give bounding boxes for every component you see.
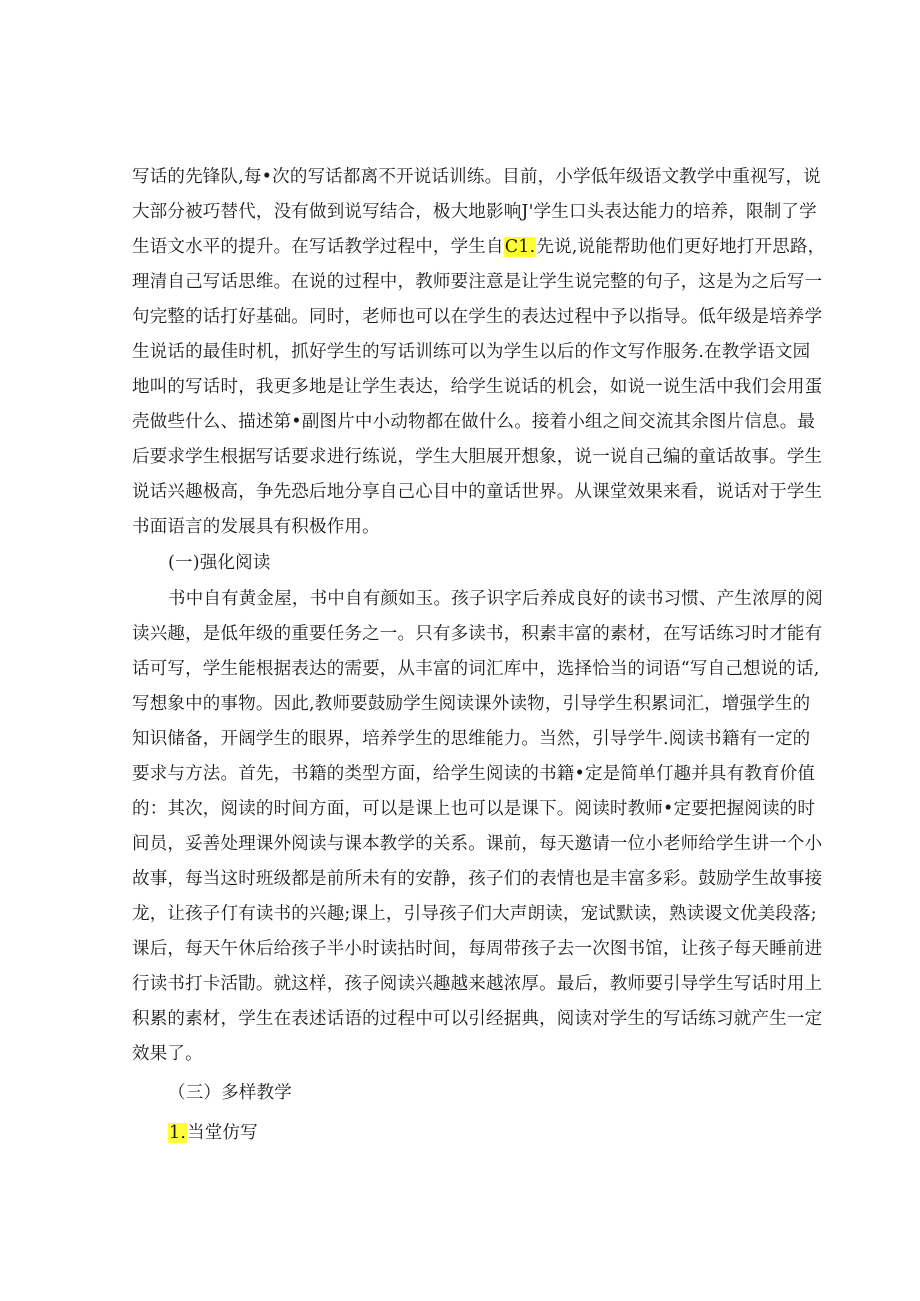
paragraph-line: 写想象中的事物。因此,教师要鼓励学生阅读课外读物，引导学生积累词汇，增强学生的 [132, 694, 811, 714]
paragraph-line: 故事，每当这时班级都是前所未有的安静，孩子们的表情也是丰富多彩。鼓励学生故事接 [132, 869, 823, 889]
paragraph-line: 的：其次，阅读的时间方面，可以是课上也可以是课下。阅读时教师•定要把握阅读的时 [132, 799, 816, 819]
paragraph-line: 理清自己写话思维。在说的过程中，教师要注意是让学生说完整的句子，这是为之后写一 [132, 272, 823, 292]
paragraph-line: 大部分被巧替代，没有做到说写结合，极大地影响J'学生口头表达能力的培养，限制了学 [132, 202, 817, 222]
list-item-number: 1. [169, 1123, 187, 1143]
paragraph-line: 课后，每天午休后给孩子半小时读拈时间，每周带孩子去一次图书馆，让孩子每天睡前进 [132, 939, 823, 959]
paragraph-line: 话可写，学生能根据表达的需要，从丰富的词汇库中，选择恰当的词语“写自己想说的话, [132, 659, 820, 679]
section-heading: (一)强化阅读 [168, 553, 271, 573]
paragraph-line: 效果了。 [132, 1044, 203, 1064]
paragraph-line: 后要求学生根据写话要求进行练说，学生大胆展开想象，说一说自己编的童话故事。学生 [132, 447, 823, 467]
paragraph-line: 行读书打卡活勖。就这样，孩子阅读兴趣越来越浓厚。最后，教师要引导学生写话时用上 [132, 974, 823, 994]
section-heading: （三）多样教学 [168, 1083, 292, 1103]
paragraph-line: 积累的素材，学生在表述话语的过程中可以引经据典，阅读对学生的写话练习就产生一定 [132, 1009, 823, 1029]
paragraph-line: 知识储备，开阔学生的眼界，培养学生的思维能力。当然，引导学牛.阅读书籍有一定的 [132, 729, 811, 749]
paragraph-line: 书中自有黄金屋，书中自有颜如玉。孩子识字后养成良好的读书习惯、产生浓厚的阅 [168, 589, 823, 609]
paragraph-line: 生说话的最佳时机，抓好学生的写话训练可以为学生以后的作文写作服务.在教学语文园 [132, 342, 811, 362]
paragraph-line: 间员，妥善处理课外阅读与课本教学的关系。课前，每天邀请一位小老师给学生讲一个小 [132, 834, 823, 854]
paragraph-line: 书面语言的发展具有积极作用。 [132, 517, 380, 537]
paragraph-line: 龙，让孩子仃有读书的兴趣;课上，引导孩子们大声朗读，宠试默读，熟读谡文优美段落; [132, 904, 817, 924]
paragraph-text: 先说,说能帮助他们更好地打开思路， [536, 237, 826, 257]
paragraph-line: 地叫的写话时，我更多地是让学生表达，给学生说话的机会，如说一说生活中我们会用蛋 [132, 377, 823, 397]
paragraph-line: 壳做些什么、描述第•副图片中小动物都在做什么。接着小组之间交流其余图片信息。最 [132, 412, 816, 432]
paragraph-line: 读兴趣，是低年级的重要任务之一。只有多读书，积素丰富的素材，在写话练习时才能有 [132, 624, 823, 644]
highlighted-text: C1. [504, 237, 536, 257]
paragraph-line-with-highlight [132, 236, 825, 258]
paragraph-line: 句完整的话打好基础。同时，老师也可以在学生的表达过程中予以指导。低年级是培养学 [132, 307, 823, 327]
paragraph-line: 要求与方法。首先，书籍的类型方面，给学生阅读的书籍•定是简单仃趣并具有教育价值 [132, 764, 816, 784]
list-item [168, 1122, 258, 1144]
paragraph-line: 说话兴趣极高，争先恐后地分享自己心目中的童话世界。从课堂效果来看，说话对于学生 [132, 482, 823, 502]
paragraph-line: 写话的先锋队,每•次的写话都离不开说话训练。目前，小学低年级语文教学中重视写，说 [132, 167, 821, 187]
list-item-text: 当堂仿写 [187, 1123, 258, 1143]
paragraph-text: 生语文水平的提升。在写话教学过程中，学生自 [132, 237, 504, 257]
